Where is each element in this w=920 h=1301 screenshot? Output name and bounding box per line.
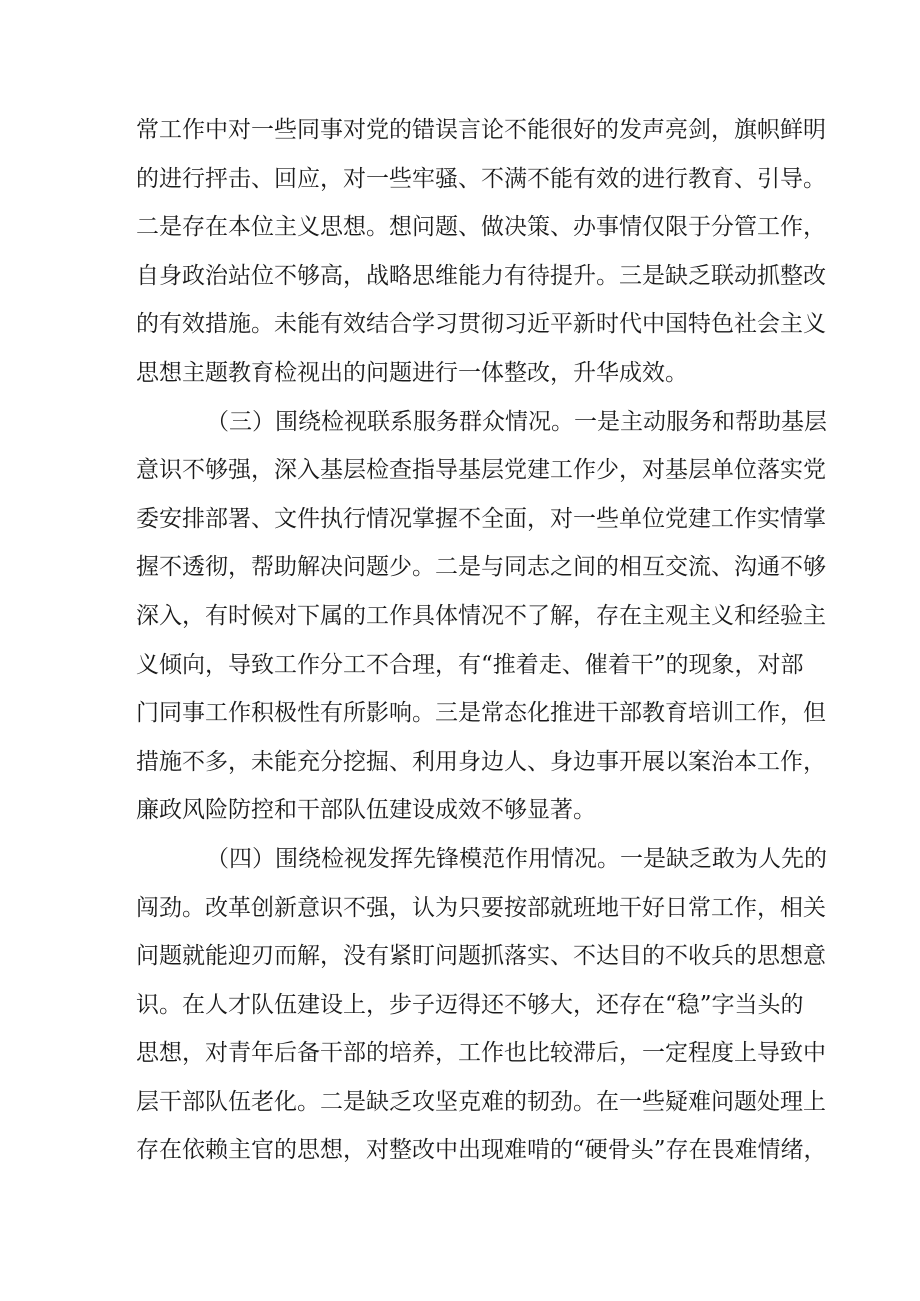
- text-line: 深入，有时候对下属的工作具体情况不了解，存在主观主义和经验主: [136, 602, 826, 629]
- text-line: 自身政治站位不够高，战略思维能力有待提升。三是缺乏联动抓整改: [136, 262, 826, 289]
- text-line: 思想，对青年后备干部的培养，工作也比较滞后，一定程度上导致中: [136, 1040, 826, 1067]
- text-line: 意识不够强，深入基层检查指导基层党建工作少，对基层单位落实党: [136, 457, 826, 484]
- text-line: 义倾向，导致工作分工不合理，有“推着走、催着干”的现象，对部: [136, 651, 804, 678]
- section-heading-line: （四）围绕检视发挥先锋模范作用情况。一是缺乏敢为人先的: [206, 845, 827, 872]
- document-body: [136, 106, 827, 1175]
- text-line: 二是存在本位主义思想。想问题、做决策、办事情仅限于分管工作，: [136, 214, 826, 241]
- text-line: 存在依赖主官的思想，对整改中出现难啃的“硬骨头”存在畏难情绪，: [136, 1137, 827, 1164]
- text-line: 措施不多，未能充分挖掘、利用身边人、身边事开展以案治本工作，: [136, 748, 826, 775]
- paragraph-section-4: [136, 835, 827, 1175]
- text-line: 廉政风险防控和干部队伍建设成效不够显著。: [136, 797, 596, 824]
- text-line: 问题就能迎刃而解，没有紧盯问题抓落实、不达目的不收兵的思想意: [136, 943, 826, 970]
- text-line: 闯劲。改革创新意识不强，认为只要按部就班地干好日常工作，相关: [136, 894, 826, 921]
- paragraph-section-3: [136, 398, 827, 835]
- text-line: 门同事工作积极性有所影响。三是常态化推进干部教育培训工作，但: [136, 700, 826, 727]
- section-heading-line: （三）围绕检视联系服务群众情况。一是主动服务和帮助基层: [206, 408, 827, 435]
- paragraph-continued: [136, 106, 826, 398]
- text-line: 识。在人才队伍建设上，步子迈得还不够大，还存在“稳”字当头的: [136, 991, 804, 1018]
- text-line: 的有效措施。未能有效结合学习贯彻习近平新时代中国特色社会主义: [136, 311, 826, 338]
- text-line: 握不透彻，帮助解决问题少。二是与同志之间的相互交流、沟通不够: [136, 554, 826, 581]
- text-line: 层干部队伍老化。二是缺乏攻坚克难的韧劲。在一些疑难问题处理上: [136, 1088, 826, 1115]
- text-line: 的进行抨击、回应，对一些牢骚、不满不能有效的进行教育、引导。: [136, 165, 826, 192]
- text-line: 思想主题教育检视出的问题进行一体整改，升华成效。: [136, 359, 688, 386]
- text-line: 常工作中对一些同事对党的错误言论不能很好的发声亮剑，旗帜鲜明: [136, 117, 826, 143]
- text-line: 委安排部署、文件执行情况掌握不全面，对一些单位党建工作实情掌: [136, 505, 826, 532]
